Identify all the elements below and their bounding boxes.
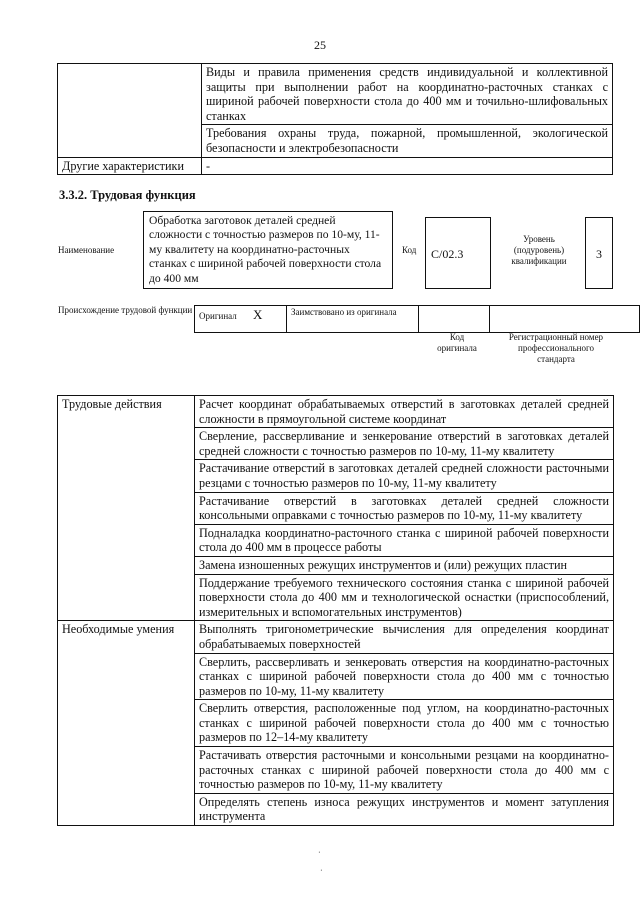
reg-number-cell	[490, 306, 640, 333]
code-original-cell	[419, 306, 490, 333]
skill-item: Выполнять тригонометрические вычисления для определения координат обрабатываемых поверхностей	[195, 621, 614, 653]
code-original-label: Код оригинала	[437, 332, 477, 353]
skill-item: Сверлить, рассверливать и зенкеровать отверстия на координатно-расточных станках с шириной рабочей поверхности стола до 400 мм с точностью размеров по 10-му, 11-му квалитету	[195, 653, 614, 700]
name-label: Наименование	[58, 245, 115, 255]
labor-action-item: Растачивание отверстий в заготовках деталей средней сложности консольными оправками с точностью размеров по 10-му, 11-му квалитету	[195, 492, 614, 524]
other-characteristics-label: Другие характеристики	[58, 157, 202, 175]
labor-action-item: Подналадка координатно-расточного станка с шириной рабочей поверхности стола до 400 мм в процессе работы	[195, 524, 614, 556]
skills-label: Необходимые умения	[58, 621, 195, 826]
table-row	[195, 306, 640, 333]
code-label: Код	[402, 245, 417, 255]
borrowed-cell	[287, 306, 419, 333]
labor-action-item: Растачивание отверстий в заготовках деталей средней сложности расточными резцами с точностью размеров по 10-му, 11-му квалитету	[195, 460, 614, 492]
reg-number-label: Регистрационный номер профессионального стандарта	[508, 332, 604, 364]
origin-table	[194, 305, 640, 333]
borrowed-label: Заимствовано из оригинала	[291, 307, 397, 317]
original-cell	[195, 306, 287, 333]
other-characteristics-value: -	[202, 157, 613, 175]
page-number: 25	[314, 38, 326, 52]
skill-item: Растачивать отверстия расточными и консольными резцами на координатно-расточных станках с шириной рабочей поверхности стола до 400 мм с точностью размеров по 10-му, 11-му квалитету	[195, 747, 614, 794]
origin-label: Происхождение трудовой функции	[58, 305, 193, 315]
table-row	[58, 396, 614, 428]
labor-action-item: Замена изношенных режущих инструментов и (или) режущих пластин	[195, 556, 614, 574]
code-box	[425, 217, 491, 289]
original-label: Оригинал	[199, 311, 237, 321]
main-table	[57, 395, 614, 826]
table-cell-left	[58, 64, 202, 158]
scan-mark: ⋅	[320, 866, 323, 875]
level-value: 3	[596, 247, 602, 261]
table-cell-right: Виды и правила применения средств индивидуальной и коллективной защиты при выполнении работ на координатно-расточных станках с шириной рабочей поверхности стола до 400 мм и точильно-шлифовальных станках	[202, 64, 613, 125]
function-name-value: Обработка заготовок деталей средней сложности с точностью размеров по 10-му, 11-му квалитету на координатно-расточных станках с шириной рабочей поверхности стола до 400 мм	[149, 214, 382, 285]
function-name-box	[143, 211, 393, 289]
level-label: Уровень (подуровень) квалификации	[511, 234, 567, 266]
labor-action-item: Поддержание требуемого технического состояния станка с шириной рабочей поверхности стола до 400 мм и технологической оснастки (приспособлений, измерительных и вспомогательных инструментов)	[195, 574, 614, 621]
top-table	[57, 63, 613, 175]
scan-mark: ⋅	[318, 848, 321, 857]
labor-action-item: Расчет координат обрабатываемых отверстий в заготовках деталей средней сложности в прямоугольной системе координат	[195, 396, 614, 428]
table-row	[58, 157, 613, 175]
level-box	[585, 217, 613, 289]
table-row	[58, 621, 614, 653]
labor-action-item: Сверление, рассверливание и зенкерование отверстий в заготовках деталей средней сложности с точностью размеров по 10-му, 11-му квалитету	[195, 428, 614, 460]
section-title: 3.3.2. Трудовая функция	[59, 188, 196, 202]
table-cell-right: Требования охраны труда, пожарной, промышленной, экологической безопасности и электробезопасности	[202, 125, 613, 157]
original-mark: X	[252, 307, 263, 322]
code-value: С/02.3	[431, 247, 464, 261]
table-row	[58, 64, 613, 125]
labor-actions-label: Трудовые действия	[58, 396, 195, 621]
skill-item: Определять степень износа режущих инструментов и момент затупления инструмента	[195, 793, 614, 825]
skill-item: Сверлить отверстия, расположенные под углом, на координатно-расточных станках с шириной рабочей поверхности стола до 400 мм с точностью размеров по 12–14-му квалитету	[195, 700, 614, 747]
